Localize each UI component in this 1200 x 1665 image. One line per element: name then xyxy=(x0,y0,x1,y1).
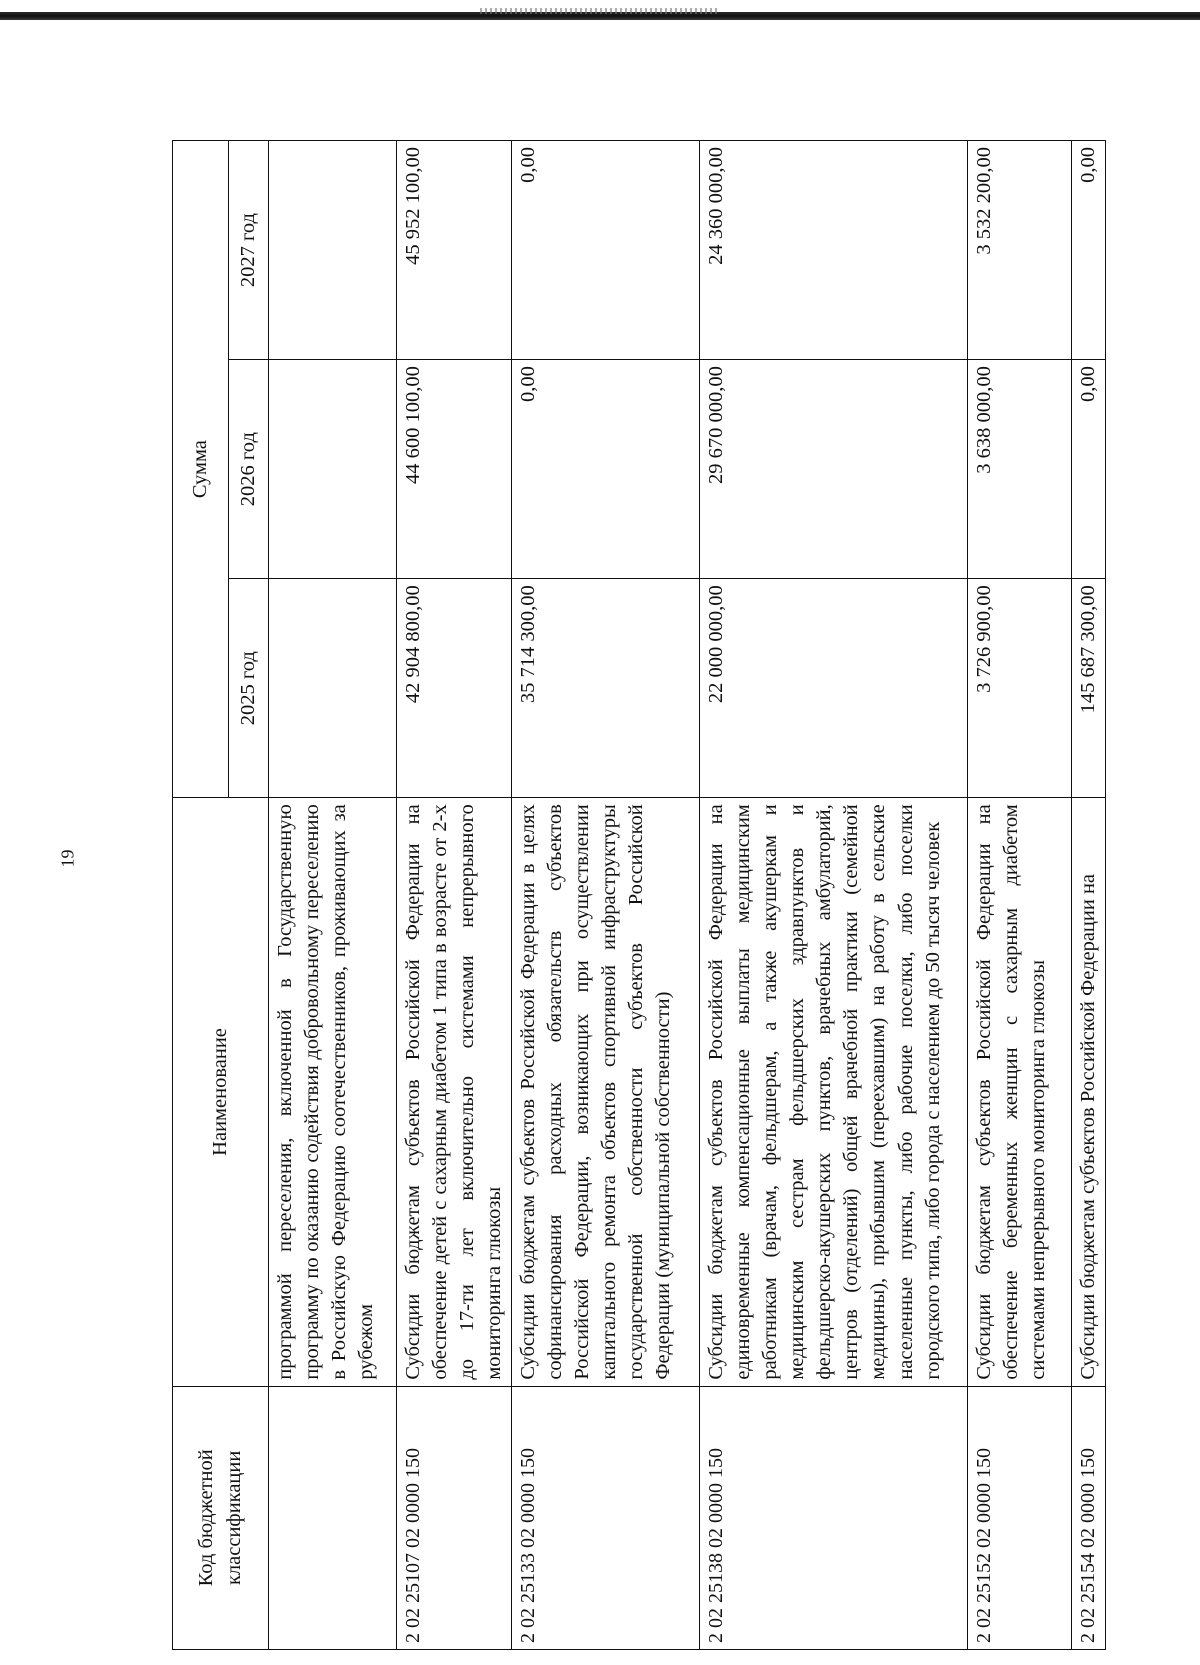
row-name: Субсидии бюджетам субъектов Российской Федерации на обеспечение беременных женщин с сахарным диабетом системами непрерывного мониторинга глюкозы xyxy=(968,798,1072,1386)
row-amount-2027: 24 360 000,00 xyxy=(700,141,968,360)
scan-edge-speckle xyxy=(480,8,720,14)
row-name: программой переселения, включенной в Государственную программу по оказанию содействия добровольному переселению в Российскую Федерацию соотечественников, проживающих за рубежом xyxy=(269,798,397,1386)
row-amount-2025: 3 726 900,00 xyxy=(968,579,1072,798)
table-row xyxy=(968,141,1072,1650)
header-sum: Сумма xyxy=(173,141,229,798)
table-row xyxy=(1072,141,1106,1650)
rotated-table-container xyxy=(172,140,1100,1650)
table-row xyxy=(512,141,700,1650)
page-number: 19 xyxy=(57,849,78,868)
row-code: 2 02 25154 02 0000 150 xyxy=(1072,1386,1106,1649)
table-row xyxy=(397,141,512,1650)
row-amount-2027 xyxy=(269,141,397,360)
row-amount-2026 xyxy=(269,360,397,579)
row-code xyxy=(269,1386,397,1649)
row-amount-2026: 0,00 xyxy=(512,360,700,579)
row-amount-2026: 44 600 100,00 xyxy=(397,360,512,579)
row-amount-2026: 29 670 000,00 xyxy=(700,360,968,579)
row-amount-2027: 0,00 xyxy=(1072,141,1106,360)
row-amount-2026: 3 638 000,00 xyxy=(968,360,1072,579)
header-name: Наименование xyxy=(173,798,269,1386)
row-code: 2 02 25133 02 0000 150 xyxy=(512,1386,700,1649)
row-amount-2025: 42 904 800,00 xyxy=(397,579,512,798)
row-name: Субсидии бюджетам субъектов Российской Федерации на xyxy=(1072,798,1106,1386)
row-name: Субсидии бюджетам субъектов Российской Федерации на единовременные компенсационные выплаты медицинским работникам (врачам, фельдшерам, а также акушеркам и медицинским сестрам фельдшерских здравпунктов и фельдшерско-акушерских пунктов, врачебных амбулаторий, центров (отделений) общей врачебной практики (семейной медицины), прибывшим (переехавшим) на работу в сельские населенные пункты, либо рабочие поселки, либо поселки городского типа, либо города с населением до 50 тысяч человек xyxy=(700,798,968,1386)
row-code: 2 02 25138 02 0000 150 xyxy=(700,1386,968,1649)
row-amount-2026: 0,00 xyxy=(1072,360,1106,579)
row-amount-2027: 45 952 100,00 xyxy=(397,141,512,360)
table-row xyxy=(700,141,968,1650)
row-code: 2 02 25107 02 0000 150 xyxy=(397,1386,512,1649)
row-name: Субсидии бюджетам субъектов Российской Федерации на обеспечение детей с сахарным диабетом 1 типа в возрасте от 2-х до 17-ти лет включительно системами непрерывного мониторинга глюкозы xyxy=(397,798,512,1386)
budget-table xyxy=(172,140,1106,1650)
row-code: 2 02 25152 02 0000 150 xyxy=(968,1386,1072,1649)
table-row xyxy=(269,141,397,1650)
header-code: Код бюджетной классификации xyxy=(173,1386,269,1649)
row-amount-2027: 0,00 xyxy=(512,141,700,360)
row-amount-2025 xyxy=(269,579,397,798)
row-amount-2025: 35 714 300,00 xyxy=(512,579,700,798)
row-amount-2027: 3 532 200,00 xyxy=(968,141,1072,360)
row-name: Субсидии бюджетам субъектов Российской Федерации в целях софинансирования расходных обязательств субъектов Российской Федерации, возникающих при осуществлении капитального ремонта объектов спортивной инфраструктуры государственной собственности субъектов Российской Федерации (муниципальной собственности) xyxy=(512,798,700,1386)
row-amount-2025: 22 000 000,00 xyxy=(700,579,968,798)
header-year-2027: 2027 год xyxy=(229,141,269,360)
header-year-2026: 2026 год xyxy=(229,360,269,579)
row-amount-2025: 145 687 300,00 xyxy=(1072,579,1106,798)
header-year-2025: 2025 год xyxy=(229,579,269,798)
